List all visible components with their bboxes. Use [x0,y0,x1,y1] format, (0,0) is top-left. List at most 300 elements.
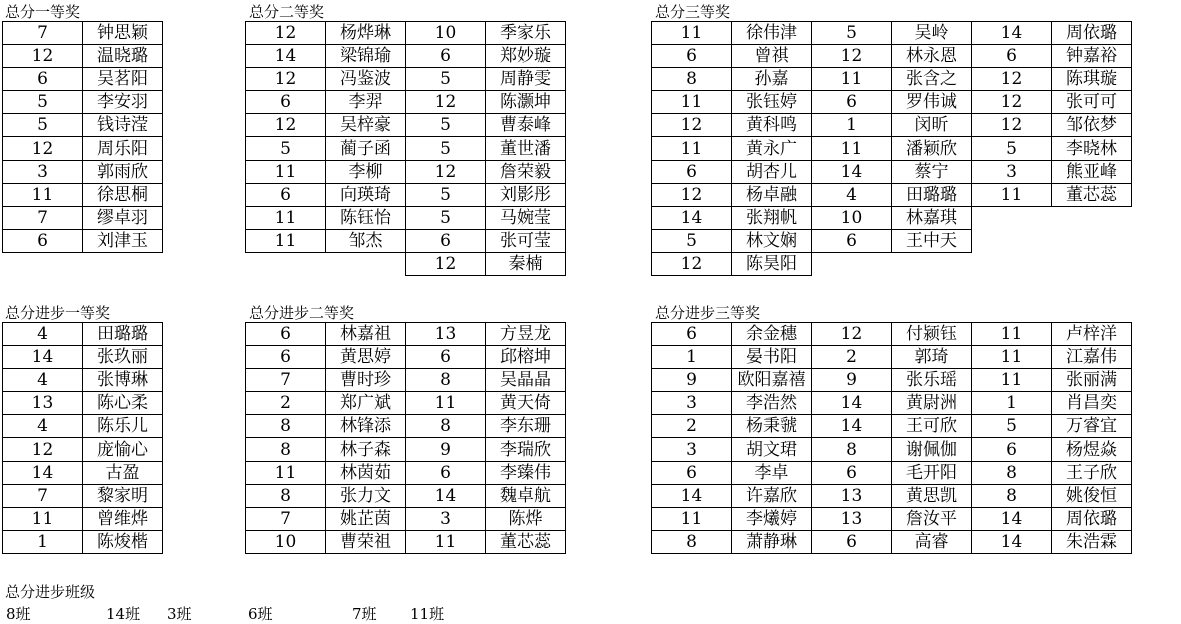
student-name-cell: 李浩然 [732,392,812,415]
class-number-cell: 11 [652,507,732,530]
student-name-cell: 张博琳 [83,369,163,392]
class-item: 7班 [352,605,377,623]
table-row [246,45,566,68]
student-name-cell: 姚芷茵 [326,507,406,530]
table-row [652,323,1132,346]
table-row [246,323,566,346]
table-row [3,461,163,484]
table-row [3,183,163,206]
student-name-cell: 张翔帆 [732,206,812,229]
table-first-prize [2,21,163,253]
class-number-cell: 11 [246,461,326,484]
class-number-cell: 8 [246,484,326,507]
section-title-progress-first-prize: 总分进步一等奖 [5,304,111,322]
table-row [246,415,566,438]
student-name-cell: 林锋添 [326,415,406,438]
student-name-cell: 黄尉洲 [892,392,972,415]
class-number-cell: 11 [972,369,1052,392]
class-item: 6班 [248,605,273,623]
student-name-cell: 罗伟诚 [892,91,972,114]
award-table [2,21,163,253]
class-number-cell: 6 [3,229,83,252]
class-number-cell: 5 [3,114,83,137]
class-number-cell: 5 [972,137,1052,160]
student-name-cell: 李东珊 [486,415,566,438]
student-name-cell: 古盈 [83,461,163,484]
table-row [652,461,1132,484]
award-table [2,322,163,554]
class-number-cell: 8 [972,484,1052,507]
student-name-cell: 张乐瑶 [892,369,972,392]
student-name-cell: 黄科鸣 [732,114,812,137]
student-name-cell: 张丽满 [1052,369,1132,392]
table-row [652,530,1132,553]
table-row [3,323,163,346]
class-item: 3班 [167,605,192,623]
student-name-cell: 萧静琳 [732,530,812,553]
table-row [3,507,163,530]
class-number-cell: 5 [406,68,486,91]
class-number-cell: 6 [3,68,83,91]
table-row [3,137,163,160]
student-name-cell: 许嘉欣 [732,484,812,507]
class-number-cell: 14 [3,461,83,484]
class-number-cell: 11 [652,91,732,114]
table-row [246,183,566,206]
table-progress-second-prize [245,322,566,554]
student-name-cell: 陈琪璇 [1052,68,1132,91]
student-name-cell: 杨卓融 [732,183,812,206]
class-number-cell: 6 [812,530,892,553]
student-name-cell: 蔡宁 [892,160,972,183]
class-number-cell: 8 [406,369,486,392]
class-number-cell: 5 [406,114,486,137]
table-row [3,22,163,45]
table-row [246,252,566,275]
class-number-cell: 14 [972,22,1052,45]
class-item: 11班 [410,605,445,623]
table-row [3,530,163,553]
section-title-second-prize: 总分二等奖 [249,3,325,21]
class-number-cell: 6 [812,461,892,484]
student-name-cell: 蔺子函 [326,137,406,160]
class-item: 14班 [106,605,141,623]
student-name-cell: 秦楠 [486,252,566,275]
student-name-cell: 黄天倚 [486,392,566,415]
class-number-cell: 12 [3,438,83,461]
student-name-cell: 李晓林 [1052,137,1132,160]
empty-cell [326,252,406,275]
table-row [3,160,163,183]
student-name-cell: 邱榕坤 [486,346,566,369]
class-number-cell: 13 [812,507,892,530]
student-name-cell: 林嘉琪 [892,206,972,229]
empty-cell [972,206,1052,229]
class-number-cell: 3 [972,160,1052,183]
student-name-cell: 林子森 [326,438,406,461]
class-number-cell: 9 [406,438,486,461]
section-title-first-prize: 总分一等奖 [5,3,81,21]
student-name-cell: 陈心柔 [83,392,163,415]
class-number-cell: 12 [652,114,732,137]
class-number-cell: 11 [652,22,732,45]
student-name-cell: 田璐璐 [83,323,163,346]
student-name-cell: 王中天 [892,229,972,252]
student-name-cell: 陈灏坤 [486,91,566,114]
student-name-cell: 黎家明 [83,484,163,507]
table-row [3,91,163,114]
class-number-cell: 12 [972,91,1052,114]
table-row [3,392,163,415]
classes-title: 总分进步班级 [5,583,96,601]
class-number-cell: 14 [812,415,892,438]
class-number-cell: 11 [406,392,486,415]
class-number-cell: 11 [972,183,1052,206]
table-row [652,229,1132,252]
class-number-cell: 8 [246,415,326,438]
class-number-cell: 12 [972,114,1052,137]
class-number-cell: 12 [652,252,732,275]
table-row [3,114,163,137]
student-name-cell: 温晓璐 [83,45,163,68]
student-name-cell: 张力文 [326,484,406,507]
student-name-cell: 吴晶晶 [486,369,566,392]
student-name-cell: 曹荣祖 [326,530,406,553]
class-number-cell: 12 [246,114,326,137]
table-row [652,22,1132,45]
student-name-cell: 魏卓航 [486,484,566,507]
student-name-cell: 张玖丽 [83,346,163,369]
student-name-cell: 陈钰怡 [326,206,406,229]
class-number-cell: 11 [3,507,83,530]
table-row [246,507,566,530]
student-name-cell: 刘影彤 [486,183,566,206]
student-name-cell: 毛开阳 [892,461,972,484]
empty-cell [1052,252,1132,275]
class-number-cell: 11 [972,323,1052,346]
class-number-cell: 14 [812,160,892,183]
student-name-cell: 吴岭 [892,22,972,45]
student-name-cell: 邹依梦 [1052,114,1132,137]
class-number-cell: 2 [652,415,732,438]
class-number-cell: 11 [246,160,326,183]
student-name-cell: 郑广斌 [326,392,406,415]
table-row [652,369,1132,392]
empty-cell [1052,229,1132,252]
class-number-cell: 7 [3,206,83,229]
student-name-cell: 余金穗 [732,323,812,346]
class-number-cell: 8 [812,438,892,461]
student-name-cell: 冯鉴波 [326,68,406,91]
student-name-cell: 张钰婷 [732,91,812,114]
class-number-cell: 5 [812,22,892,45]
table-row [246,392,566,415]
table-row [3,369,163,392]
student-name-cell: 梁锦瑜 [326,45,406,68]
class-number-cell: 14 [652,484,732,507]
class-number-cell: 8 [406,415,486,438]
class-number-cell: 8 [246,438,326,461]
student-name-cell: 季家乐 [486,22,566,45]
student-name-cell: 李羿 [326,91,406,114]
student-name-cell: 李卓 [732,461,812,484]
class-number-cell: 14 [406,484,486,507]
award-table [245,21,566,276]
student-name-cell: 姚俊恒 [1052,484,1132,507]
class-number-cell: 14 [972,507,1052,530]
table-row [652,183,1132,206]
table-row [246,369,566,392]
empty-cell [1052,206,1132,229]
table-row [652,415,1132,438]
table-row [246,461,566,484]
class-number-cell: 12 [652,183,732,206]
class-number-cell: 6 [246,91,326,114]
award-table [245,322,566,554]
class-number-cell: 3 [3,160,83,183]
student-name-cell: 孙嘉 [732,68,812,91]
class-number-cell: 5 [3,91,83,114]
class-number-cell: 6 [972,438,1052,461]
student-name-cell: 李瑞欣 [486,438,566,461]
student-name-cell: 曹泰峰 [486,114,566,137]
student-name-cell: 张含之 [892,68,972,91]
class-number-cell: 8 [652,530,732,553]
table-row [652,507,1132,530]
student-name-cell: 潘颖欣 [892,137,972,160]
class-number-cell: 9 [652,369,732,392]
student-name-cell: 董世潘 [486,137,566,160]
class-number-cell: 12 [246,68,326,91]
table-row [246,114,566,137]
class-number-cell: 10 [246,530,326,553]
student-name-cell: 张可莹 [486,229,566,252]
class-number-cell: 7 [3,484,83,507]
class-number-cell: 13 [812,484,892,507]
student-name-cell: 胡杏儿 [732,160,812,183]
class-number-cell: 6 [246,346,326,369]
student-name-cell: 陈烨 [486,507,566,530]
class-number-cell: 4 [3,323,83,346]
table-row [652,206,1132,229]
student-name-cell: 张可可 [1052,91,1132,114]
student-name-cell: 林文娴 [732,229,812,252]
student-name-cell: 马婉莹 [486,206,566,229]
student-name-cell: 杨煜焱 [1052,438,1132,461]
class-number-cell: 14 [246,45,326,68]
student-name-cell: 黄思婷 [326,346,406,369]
student-name-cell: 陈乐儿 [83,415,163,438]
student-name-cell: 林永恩 [892,45,972,68]
student-name-cell: 黄思凯 [892,484,972,507]
class-number-cell: 6 [406,346,486,369]
class-number-cell: 11 [3,183,83,206]
class-number-cell: 6 [972,45,1052,68]
class-number-cell: 8 [652,68,732,91]
class-number-cell: 11 [972,346,1052,369]
class-number-cell: 7 [246,369,326,392]
table-row [246,68,566,91]
class-number-cell: 14 [972,530,1052,553]
class-number-cell: 12 [972,68,1052,91]
table-row [3,45,163,68]
section-title-third-prize: 总分三等奖 [655,3,731,21]
student-name-cell: 李安羽 [83,91,163,114]
table-progress-third-prize [651,322,1132,554]
class-number-cell: 7 [3,22,83,45]
student-name-cell: 陈昊阳 [732,252,812,275]
table-row [652,68,1132,91]
table-row [3,484,163,507]
class-number-cell: 11 [246,229,326,252]
table-row [652,137,1132,160]
student-name-cell: 付颍钰 [892,323,972,346]
section-title-progress-second-prize: 总分进步二等奖 [249,304,355,322]
class-number-cell: 6 [406,229,486,252]
student-name-cell: 曹时珍 [326,369,406,392]
student-name-cell: 周依璐 [1052,507,1132,530]
student-name-cell: 吴茗阳 [83,68,163,91]
student-name-cell: 钟思颖 [83,22,163,45]
student-name-cell: 万睿宜 [1052,415,1132,438]
empty-cell [246,252,326,275]
award-table [651,21,1132,276]
table-row [3,438,163,461]
class-number-cell: 1 [972,392,1052,415]
class-number-cell: 11 [406,530,486,553]
student-name-cell: 周乐阳 [83,137,163,160]
student-name-cell: 刘津玉 [83,229,163,252]
table-row [652,91,1132,114]
student-name-cell: 卢梓洋 [1052,323,1132,346]
class-number-cell: 7 [246,507,326,530]
student-name-cell: 黄永广 [732,137,812,160]
class-number-cell: 6 [652,45,732,68]
student-name-cell: 李柳 [326,160,406,183]
table-row [3,415,163,438]
class-number-cell: 11 [652,137,732,160]
student-name-cell: 徐伟津 [732,22,812,45]
student-name-cell: 高睿 [892,530,972,553]
class-number-cell: 14 [3,346,83,369]
class-number-cell: 1 [652,346,732,369]
class-number-cell: 6 [652,160,732,183]
student-name-cell: 田璐璐 [892,183,972,206]
student-name-cell: 郑妙璇 [486,45,566,68]
table-row [652,392,1132,415]
class-number-cell: 5 [652,229,732,252]
class-number-cell: 11 [812,137,892,160]
student-name-cell: 谢佩伽 [892,438,972,461]
class-number-cell: 6 [652,323,732,346]
class-number-cell: 11 [246,206,326,229]
class-number-cell: 12 [406,91,486,114]
class-number-cell: 3 [406,507,486,530]
student-name-cell: 钱诗滢 [83,114,163,137]
student-name-cell: 钟嘉裕 [1052,45,1132,68]
student-name-cell: 朱浩霖 [1052,530,1132,553]
class-number-cell: 14 [812,392,892,415]
class-number-cell: 6 [652,461,732,484]
class-number-cell: 12 [3,137,83,160]
table-row [652,160,1132,183]
student-name-cell: 缪卓羽 [83,206,163,229]
student-name-cell: 郭雨欣 [83,160,163,183]
class-number-cell: 10 [406,22,486,45]
student-name-cell: 王可欣 [892,415,972,438]
table-row [246,22,566,45]
class-number-cell: 13 [406,323,486,346]
student-name-cell: 徐思桐 [83,183,163,206]
class-number-cell: 1 [3,530,83,553]
empty-cell [972,252,1052,275]
class-number-cell: 3 [652,438,732,461]
table-row [246,438,566,461]
table-row [652,252,1132,275]
student-name-cell: 闵昕 [892,114,972,137]
student-name-cell: 吴梓豪 [326,114,406,137]
student-name-cell: 杨烨琳 [326,22,406,45]
student-name-cell: 李臻伟 [486,461,566,484]
student-name-cell: 肖昌奕 [1052,392,1132,415]
table-row [246,229,566,252]
student-name-cell: 陈焌楷 [83,530,163,553]
table-row [652,438,1132,461]
table-progress-first-prize [2,322,163,554]
student-name-cell: 王子欣 [1052,461,1132,484]
class-number-cell: 9 [812,369,892,392]
class-number-cell: 10 [812,206,892,229]
class-number-cell: 12 [3,45,83,68]
student-name-cell: 熊亚峰 [1052,160,1132,183]
student-name-cell: 詹荣毅 [486,160,566,183]
empty-cell [812,252,892,275]
table-row [652,484,1132,507]
class-item: 8班 [6,605,31,623]
table-row [246,530,566,553]
table-second-prize [245,21,566,276]
class-number-cell: 6 [406,45,486,68]
student-name-cell: 邹杰 [326,229,406,252]
table-row [3,229,163,252]
student-name-cell: 郭琦 [892,346,972,369]
class-number-cell: 12 [406,252,486,275]
student-name-cell: 向瑛琦 [326,183,406,206]
table-row [246,346,566,369]
student-name-cell: 江嘉伟 [1052,346,1132,369]
student-name-cell: 胡文珺 [732,438,812,461]
student-name-cell: 林嘉祖 [326,323,406,346]
class-number-cell: 5 [406,137,486,160]
table-third-prize [651,21,1132,276]
class-number-cell: 6 [812,91,892,114]
class-number-cell: 5 [972,415,1052,438]
table-row [3,346,163,369]
class-number-cell: 12 [406,160,486,183]
student-name-cell: 董芯蕊 [1052,183,1132,206]
student-name-cell: 林茵茹 [326,461,406,484]
student-name-cell: 杨秉虢 [732,415,812,438]
table-row [246,206,566,229]
class-number-cell: 14 [652,206,732,229]
class-number-cell: 12 [812,323,892,346]
class-number-cell: 8 [972,461,1052,484]
empty-cell [972,229,1052,252]
class-number-cell: 5 [246,137,326,160]
table-row [652,114,1132,137]
table-row [246,160,566,183]
student-name-cell: 周依璐 [1052,22,1132,45]
